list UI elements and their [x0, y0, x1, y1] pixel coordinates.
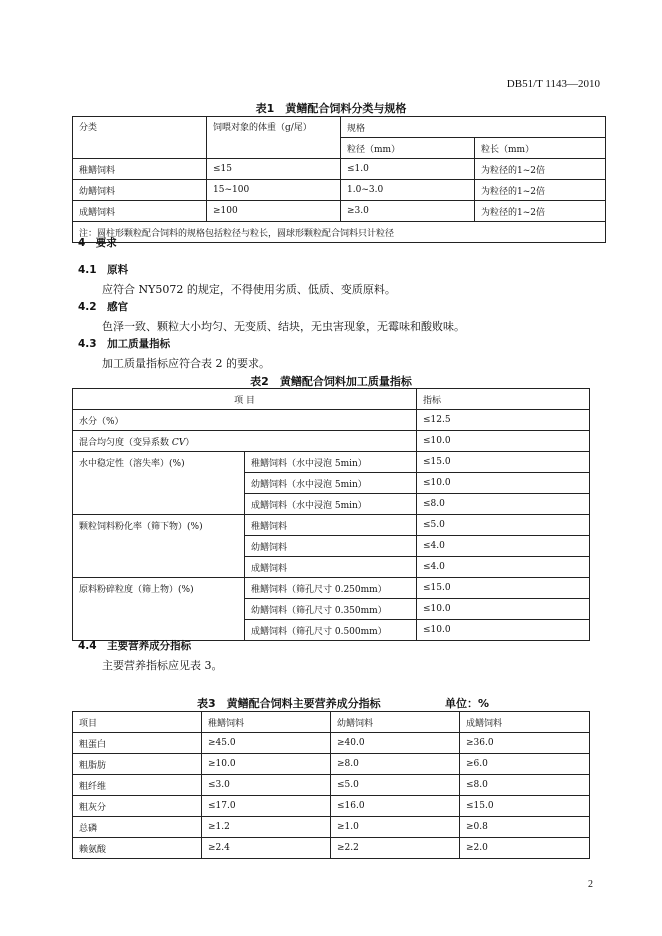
t3-cell: 粗蛋白: [73, 733, 202, 754]
document-id: DB51/T 1143—2010: [506, 78, 600, 90]
section-4-4-text: 主要营养指标应见表 3。: [102, 659, 223, 672]
t1-header-diameter: 粒径（mm）: [341, 138, 475, 159]
table-row: [73, 796, 590, 817]
t2-cell: 稚鳝饲料: [245, 515, 417, 536]
t1-cell: 为粒径的1~2倍: [475, 180, 606, 201]
section-4-1-text: 应符合 NY5072 的规定，不得使用劣质、低质、变质原料。: [102, 283, 396, 296]
t1-cell: 稚鳝饲料: [73, 159, 207, 180]
t2-moisture-value: ≤12.5: [417, 410, 590, 431]
t1-cell: 为粒径的1~2倍: [475, 159, 606, 180]
t3-header: 成鳝饲料: [460, 712, 590, 733]
t1-cell: ≥100: [207, 201, 341, 222]
t2-cell: 幼鳝饲料（筛孔尺寸 0.350mm）: [245, 599, 417, 620]
t3-cell: ≤3.0: [202, 775, 331, 796]
table-row: [73, 180, 606, 201]
table1: [72, 116, 606, 243]
table2-caption: 表2 黄鳝配合饲料加工质量指标: [250, 375, 412, 388]
t3-cell: ≥6.0: [460, 754, 590, 775]
t2-mixing-value: ≤10.0: [417, 431, 590, 452]
table-row: [73, 201, 606, 222]
t2-cell: ≤5.0: [417, 515, 590, 536]
section-4-3-text: 加工质量指标应符合表 2 的要求。: [102, 357, 270, 370]
table2: [72, 388, 590, 641]
table-row: [73, 431, 590, 452]
t3-cell: ≥45.0: [202, 733, 331, 754]
t3-cell: ≥8.0: [331, 754, 460, 775]
t3-cell: ≥2.4: [202, 838, 331, 859]
t3-header: 项目: [73, 712, 202, 733]
t3-header: 稚鳝饲料: [202, 712, 331, 733]
t3-cell: ≥1.2: [202, 817, 331, 838]
t3-cell: ≤17.0: [202, 796, 331, 817]
table-row: [73, 452, 590, 473]
t1-cell: 成鳝饲料: [73, 201, 207, 222]
t3-cell: 粗脂肪: [73, 754, 202, 775]
t3-cell: 赖氨酸: [73, 838, 202, 859]
t3-cell: 粗纤维: [73, 775, 202, 796]
t1-header-length: 粒长（mm）: [475, 138, 606, 159]
table-row: [73, 410, 590, 431]
t1-header-category: 分类: [73, 117, 207, 159]
t1-header-spec: 规格: [341, 117, 606, 138]
table3: [72, 711, 590, 859]
t2-pulverization-label: 颗粒饲料粉化率（筛下物）(%): [73, 515, 245, 578]
t2-cell: ≤4.0: [417, 536, 590, 557]
t2-cell: 幼鳝饲料（水中浸泡 5min）: [245, 473, 417, 494]
t2-cell: 幼鳝饲料: [245, 536, 417, 557]
table-row: [73, 578, 590, 599]
section-4-2-heading: 4.2 感官: [78, 301, 129, 313]
t1-cell: ≤15: [207, 159, 341, 180]
table3-caption: 表3 黄鳝配合饲料主要营养成分指标: [197, 697, 381, 710]
t3-cell: ≤16.0: [331, 796, 460, 817]
t3-cell: ≥2.2: [331, 838, 460, 859]
table-row: [73, 754, 590, 775]
t3-cell: ≤8.0: [460, 775, 590, 796]
t3-cell: ≥10.0: [202, 754, 331, 775]
table-row: [73, 775, 590, 796]
section-4-4-heading: 4.4 主要营养成分指标: [78, 640, 192, 652]
t3-cell: ≥2.0: [460, 838, 590, 859]
t1-header-weight: 饲喂对象的体重（g/尾）: [207, 117, 341, 159]
t2-cell: 成鳝饲料: [245, 557, 417, 578]
t2-header-item: 项 目: [73, 389, 417, 410]
t2-stability-label: 水中稳定性（溶失率）(%): [73, 452, 245, 515]
t3-cell: 总磷: [73, 817, 202, 838]
t2-cell: ≤10.0: [417, 473, 590, 494]
t2-moisture-label: 水分（%）: [73, 410, 417, 431]
t2-cell: 稚鳝饲料（筛孔尺寸 0.250mm）: [245, 578, 417, 599]
t3-header: 幼鳝饲料: [331, 712, 460, 733]
t2-cell: ≤4.0: [417, 557, 590, 578]
table3-unit: 单位：%: [445, 697, 490, 710]
t2-fineness-label: 原料粉碎粒度（筛上物）(%): [73, 578, 245, 641]
t3-cell: ≤5.0: [331, 775, 460, 796]
t1-cell: 为粒径的1~2倍: [475, 201, 606, 222]
t3-cell: ≥40.0: [331, 733, 460, 754]
section-4-2-text: 色泽一致、颗粒大小均匀、无变质、结块，无虫害现象，无霉味和酸败味。: [102, 320, 465, 333]
table-row: [73, 817, 590, 838]
t2-mixing-label: 混合均匀度（变异系数 CV）: [73, 431, 417, 452]
t2-cell: ≤10.0: [417, 620, 590, 641]
t1-cell: 1.0~3.0: [341, 180, 475, 201]
t3-cell: 粗灰分: [73, 796, 202, 817]
t2-cell: ≤15.0: [417, 578, 590, 599]
t1-cell: ≥3.0: [341, 201, 475, 222]
section-4-heading: 4 要求: [78, 237, 117, 249]
t1-cell: ≤1.0: [341, 159, 475, 180]
t2-cell: ≤8.0: [417, 494, 590, 515]
t1-cell: 15~100: [207, 180, 341, 201]
section-4-3-heading: 4.3 加工质量指标: [78, 338, 171, 350]
t3-cell: ≤15.0: [460, 796, 590, 817]
t1-cell: 幼鳝饲料: [73, 180, 207, 201]
page-number: 2: [588, 879, 593, 890]
table-row: [73, 838, 590, 859]
table1-caption: 表1 黄鳝配合饲料分类与规格: [255, 102, 407, 115]
t1-note: 注：圆柱形颗粒配合饲料的规格包括粒径与粒长，圆球形颗粒配合饲料只计粒径: [73, 222, 606, 243]
section-4-1-heading: 4.1 原料: [78, 264, 129, 276]
table-row: [73, 515, 590, 536]
t2-cell: ≤15.0: [417, 452, 590, 473]
t3-cell: ≥1.0: [331, 817, 460, 838]
table-row: [73, 733, 590, 754]
t2-cell: 稚鳝饲料（水中浸泡 5min）: [245, 452, 417, 473]
t2-cell: 成鳝饲料（筛孔尺寸 0.500mm）: [245, 620, 417, 641]
t2-cell: 成鳝饲料（水中浸泡 5min）: [245, 494, 417, 515]
t2-header-index: 指标: [417, 389, 590, 410]
t3-cell: ≥36.0: [460, 733, 590, 754]
t2-cell: ≤10.0: [417, 599, 590, 620]
t3-cell: ≥0.8: [460, 817, 590, 838]
table-row: [73, 159, 606, 180]
